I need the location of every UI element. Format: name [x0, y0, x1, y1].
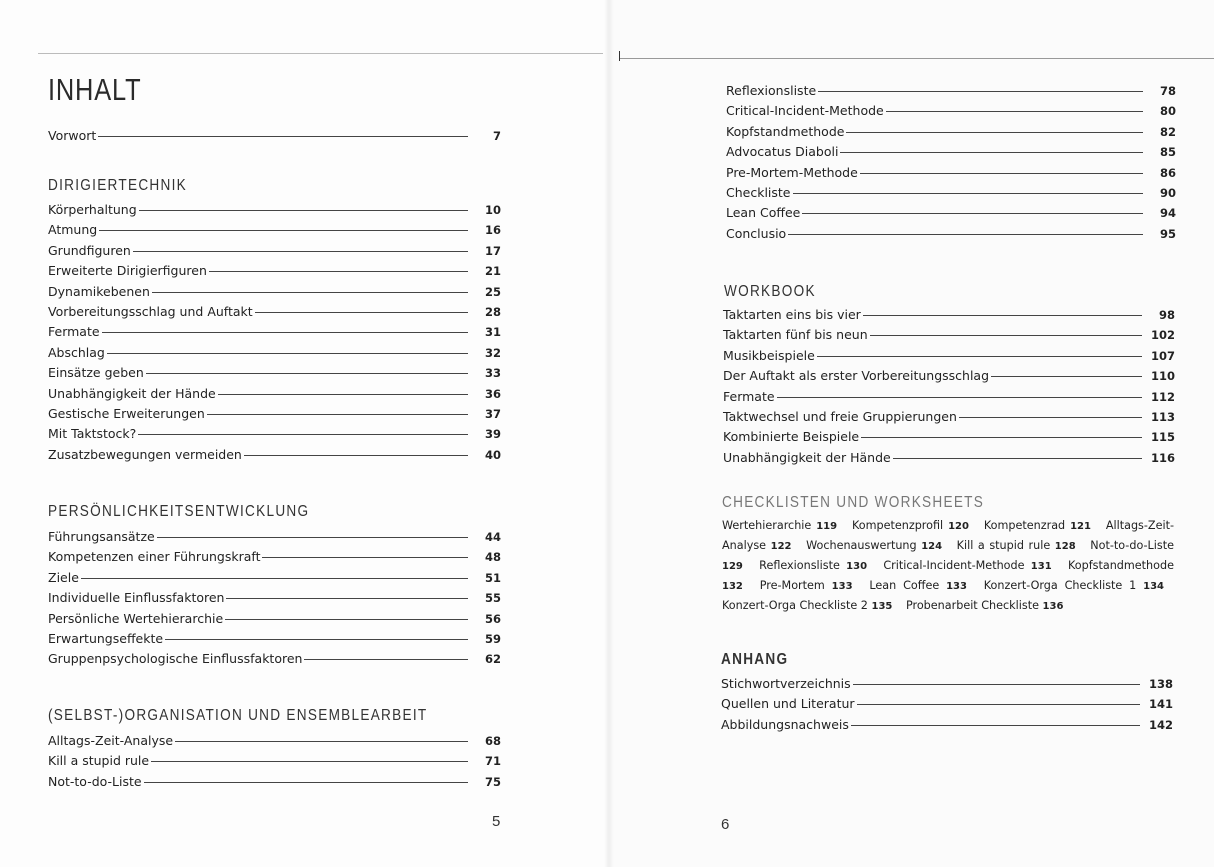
- toc-entry[interactable]: [48, 126, 501, 146]
- toc-entry[interactable]: [721, 715, 1173, 735]
- toc-entry[interactable]: [48, 772, 501, 792]
- leader-line: [853, 684, 1140, 685]
- toc-entry-label: Conclusio: [726, 225, 787, 241]
- toc-entry-label: Taktarten fünf bis neun: [723, 327, 868, 343]
- top-rule-right: [620, 58, 1214, 59]
- toc-entry-page: 28: [484, 304, 501, 319]
- toc-entry[interactable]: [723, 387, 1175, 407]
- toc-entry-label: Dynamikebenen: [48, 283, 150, 299]
- toc-entry-label: Mit Taktstock?: [48, 426, 137, 442]
- checklist-entry[interactable]: [759, 559, 867, 572]
- toc-entry-label: Checkliste: [726, 184, 791, 200]
- leader-line: [893, 458, 1142, 459]
- toc-entry-label: Kill a stupid rule: [48, 753, 150, 769]
- toc-entry-label: Musikbeispiele: [723, 347, 815, 363]
- checklist-entry[interactable]: [906, 599, 1063, 612]
- toc-entry[interactable]: [726, 81, 1176, 101]
- leader-line: [846, 132, 1143, 133]
- section-heading-organisation: (SELBST-)ORGANISATION UND ENSEMBLEARBEIT: [48, 707, 428, 724]
- toc-entry-page: 21: [484, 264, 501, 279]
- section-heading-checklisten: CHECKLISTEN UND WORKSHEETS: [722, 494, 985, 511]
- leader-line: [959, 417, 1142, 418]
- toc-entry-page: 82: [1159, 124, 1176, 139]
- toc-entry[interactable]: [48, 282, 501, 302]
- toc-workbook: [723, 305, 1175, 468]
- leader-line: [157, 537, 468, 538]
- toc-entry-page: 39: [484, 427, 501, 442]
- toc-entry[interactable]: [48, 568, 501, 588]
- toc-entry-page: 33: [484, 366, 501, 381]
- toc-entry-page: 62: [484, 652, 501, 667]
- checklist-entry-label: Kopfstandmethode: [1067, 559, 1174, 572]
- toc-entry[interactable]: [48, 751, 501, 771]
- toc-entry[interactable]: [723, 325, 1175, 345]
- toc-entry-page: 107: [1150, 348, 1175, 363]
- leader-line: [98, 136, 468, 137]
- leader-line: [102, 332, 468, 333]
- toc-entry[interactable]: [723, 448, 1175, 468]
- toc-entry-label: Abbildungsnachweis: [721, 716, 849, 732]
- toc-vorwort: [48, 126, 501, 146]
- section-heading-workbook: WORKBOOK: [724, 283, 816, 300]
- checklist-entry-page: 132: [722, 581, 743, 592]
- page-title: INHALT: [48, 72, 142, 107]
- leader-line: [146, 373, 468, 374]
- toc-entry-page: 142: [1148, 717, 1173, 732]
- leader-line: [226, 598, 468, 599]
- checklist-entry-label: Konzert-Orga Checkliste 1: [983, 579, 1137, 592]
- section-heading-anhang: ANHANG: [721, 651, 789, 668]
- checklist-entry-label: Kompetenzprofil: [851, 519, 944, 532]
- toc-entry-page: 44: [484, 530, 501, 544]
- toc-dirigiertechnik: [48, 200, 501, 465]
- checklist-entry-label: Alltags-Zeit-Analyse: [722, 519, 1175, 552]
- checklist-entry-label: Wochenauswertung: [806, 539, 917, 552]
- toc-entry-label: Kopfstandmethode: [726, 123, 845, 139]
- toc-entry-page: 17: [484, 243, 501, 258]
- toc-entry-page: 98: [1158, 308, 1175, 322]
- toc-entry-page: 116: [1150, 450, 1175, 465]
- toc-entry-page: 48: [484, 550, 501, 565]
- toc-entry[interactable]: [726, 224, 1176, 244]
- toc-entry[interactable]: [48, 649, 501, 669]
- checklist-entry-label: Wertehierarchie: [722, 519, 812, 532]
- leader-line: [818, 91, 1143, 92]
- toc-entry-page: 36: [484, 386, 501, 401]
- toc-entry-label: Einsätze geben: [48, 365, 144, 381]
- checklist-entry-page: 136: [1042, 601, 1064, 612]
- toc-entry-page: 32: [484, 345, 501, 360]
- toc-entry-label: Reflexionsliste: [726, 83, 817, 98]
- toc-entry[interactable]: [48, 200, 501, 220]
- toc-entry[interactable]: [48, 261, 501, 281]
- checklist-entry-page: 124: [921, 541, 943, 552]
- toc-entry[interactable]: [48, 547, 501, 567]
- toc-entry-label: Führungsansätze: [48, 529, 155, 544]
- checklist-entry-page: 119: [816, 521, 838, 532]
- toc-entry-label: Zusatzbewegungen vermeiden: [48, 446, 242, 462]
- toc-entry-page: 80: [1159, 104, 1176, 119]
- toc-entry[interactable]: [48, 220, 501, 240]
- toc-entry-label: Quellen und Literatur: [721, 696, 855, 712]
- toc-entry-label: Advocatus Diaboli: [726, 144, 839, 160]
- toc-entry-label: Pre-Mortem-Methode: [726, 164, 858, 180]
- leader-line: [99, 230, 468, 231]
- toc-entry-label: Stichwortverzeichnis: [721, 676, 851, 691]
- leader-line: [777, 397, 1142, 398]
- toc-entry-page: 71: [484, 754, 501, 769]
- leader-line: [151, 761, 468, 762]
- toc-entry[interactable]: [48, 322, 501, 342]
- toc-entry-label: Kompetenzen einer Führungskraft: [48, 549, 261, 565]
- toc-entry-label: Not-to-do-Liste: [48, 773, 142, 789]
- toc-entry-label: Körperhaltung: [48, 202, 137, 217]
- toc-entry-page: 40: [484, 447, 501, 462]
- toc-entry-page: 31: [484, 325, 501, 340]
- leader-line: [107, 353, 468, 354]
- checklist-entry-label: Probenarbeit Checkliste: [905, 599, 1039, 612]
- toc-entry-page: 59: [484, 631, 501, 646]
- toc-entry-page: 68: [484, 734, 501, 748]
- checklist-entry[interactable]: [722, 599, 892, 612]
- toc-entry[interactable]: [723, 366, 1175, 386]
- toc-entry-label: Lean Coffee: [726, 205, 801, 221]
- toc-entry-label: Gestische Erweiterungen: [48, 405, 205, 421]
- toc-entry-page: 51: [484, 570, 501, 585]
- toc-organisation-continued: [726, 81, 1176, 244]
- toc-entry[interactable]: [48, 588, 501, 608]
- checklist-entry[interactable]: [852, 519, 969, 532]
- toc-entry[interactable]: [723, 346, 1175, 366]
- top-rule-left: [38, 53, 603, 54]
- checklist-entry[interactable]: [760, 579, 853, 592]
- checklist-entry-page: 133: [946, 581, 967, 592]
- leader-line: [861, 437, 1142, 438]
- leader-line: [788, 234, 1143, 235]
- leader-line: [144, 782, 468, 783]
- toc-entry-label: Der Auftakt als erster Vorbereitungsschlag: [723, 368, 990, 384]
- leader-line: [863, 315, 1142, 316]
- leader-line: [165, 639, 468, 640]
- toc-entry[interactable]: [721, 694, 1173, 714]
- toc-entry-label: Alltags-Zeit-Analyse: [48, 733, 174, 748]
- checklist-entry-page: 120: [948, 521, 969, 532]
- toc-entry[interactable]: [48, 424, 501, 444]
- toc-entry-page: 102: [1150, 328, 1175, 343]
- toc-entry[interactable]: [48, 302, 501, 322]
- toc-entry-label: Critical-Incident-Methode: [726, 103, 884, 119]
- toc-entry[interactable]: [48, 363, 501, 383]
- toc-entry-label: Persönliche Wertehierarchie: [48, 610, 224, 626]
- leader-line: [152, 292, 468, 293]
- toc-entry[interactable]: [723, 407, 1175, 427]
- toc-entry-page: 16: [484, 223, 501, 238]
- checklist-entry-label: Lean Coffee: [869, 579, 940, 592]
- toc-entry-page: 25: [484, 284, 501, 299]
- toc-entry-label: Grundfiguren: [48, 242, 131, 258]
- leader-line: [218, 394, 468, 395]
- checklist-entry-label: Kill a stupid rule: [956, 539, 1051, 552]
- toc-entry-page: 138: [1148, 677, 1173, 691]
- toc-entry-page: 56: [484, 611, 501, 626]
- checklist-entry-label: Reflexionsliste: [759, 559, 840, 572]
- checklist-entry-label: Pre-Mortem: [759, 579, 825, 592]
- leader-line: [304, 659, 468, 660]
- toc-entry-label: Abschlag: [48, 344, 105, 360]
- toc-entry-label: Ziele: [48, 569, 79, 585]
- toc-entry[interactable]: [48, 731, 501, 751]
- toc-entry-label: Unabhängigkeit der Hände: [48, 385, 216, 401]
- toc-entry-label: Erwartungseffekte: [48, 630, 164, 646]
- toc-entry[interactable]: [721, 674, 1173, 694]
- toc-entry[interactable]: [723, 427, 1175, 447]
- checklist-entry[interactable]: [984, 519, 1091, 532]
- toc-entry-page: 112: [1150, 389, 1175, 404]
- page-number-right: 6: [721, 816, 730, 833]
- toc-entry-page: 78: [1159, 84, 1176, 98]
- checklisten-inline-list: [722, 516, 1174, 616]
- toc-entry-label: Vorwort: [48, 128, 97, 143]
- toc-entry-label: Fermate: [48, 324, 100, 340]
- toc-entry[interactable]: [48, 343, 501, 363]
- leader-line: [860, 173, 1143, 174]
- checklist-entry-page: 134: [1143, 581, 1164, 592]
- toc-entry-page: 115: [1150, 430, 1175, 445]
- leader-line: [802, 213, 1143, 214]
- toc-entry-label: Taktwechsel und freie Gruppierungen: [723, 408, 957, 424]
- checklist-entry[interactable]: [984, 579, 1164, 592]
- leader-line: [81, 578, 468, 579]
- toc-entry-page: 7: [492, 129, 501, 143]
- checklist-entry[interactable]: [806, 539, 942, 552]
- toc-entry-label: Individuelle Einflussfaktoren: [48, 590, 225, 606]
- toc-entry-label: Atmung: [48, 222, 98, 238]
- leader-line: [255, 312, 468, 313]
- checklist-entry-page: 130: [846, 561, 868, 572]
- toc-entry[interactable]: [48, 527, 501, 547]
- leader-line: [870, 335, 1142, 336]
- toc-entry[interactable]: [726, 122, 1176, 142]
- leader-line: [840, 152, 1143, 153]
- toc-entry-page: 95: [1159, 226, 1176, 241]
- checklist-entry[interactable]: [957, 539, 1076, 552]
- toc-entry-page: 113: [1150, 409, 1175, 424]
- checklist-entry[interactable]: [722, 519, 837, 532]
- leader-line: [886, 111, 1143, 112]
- toc-entry-page: 75: [484, 774, 501, 789]
- toc-entry[interactable]: [723, 305, 1175, 325]
- toc-anhang: [721, 674, 1173, 735]
- checklist-entry[interactable]: [869, 579, 967, 592]
- checklist-entry-label: Kompetenzrad: [983, 519, 1066, 532]
- leader-line: [991, 376, 1142, 377]
- checklist-entry-page: 131: [1030, 561, 1052, 572]
- toc-entry-label: Fermate: [723, 388, 775, 404]
- checklist-entry-label: Critical-Incident-Methode: [883, 559, 1025, 572]
- toc-entry-page: 37: [484, 406, 501, 421]
- leader-line: [851, 725, 1140, 726]
- toc-entry[interactable]: [726, 183, 1176, 203]
- checklist-entry-label: Konzert-Orga Checkliste 2: [722, 599, 868, 612]
- checklist-entry-page: 133: [831, 581, 853, 592]
- book-gutter: [604, 0, 614, 867]
- toc-entry-label: Kombinierte Beispiele: [723, 429, 860, 445]
- leader-line: [817, 356, 1142, 357]
- leader-line: [207, 414, 468, 415]
- leader-line: [857, 704, 1140, 705]
- checklist-entry-page: 135: [871, 601, 893, 612]
- toc-entry-page: 85: [1159, 145, 1176, 160]
- toc-entry-label: Erweiterte Dirigierfiguren: [48, 263, 207, 279]
- checklist-entry-label: Not-to-do-Liste: [1090, 539, 1174, 552]
- leader-line: [139, 210, 468, 211]
- toc-entry-page: 110: [1150, 369, 1175, 384]
- toc-entry[interactable]: [48, 384, 501, 404]
- checklist-entry-page: 128: [1054, 541, 1076, 552]
- toc-persoenlichkeit: [48, 527, 501, 670]
- section-heading-dirigiertechnik: DIRIGIERTECHNIK: [48, 177, 188, 194]
- toc-entry[interactable]: [48, 241, 501, 261]
- toc-entry[interactable]: [726, 101, 1176, 121]
- leader-line: [209, 271, 468, 272]
- leader-line: [793, 193, 1143, 194]
- toc-entry-label: Gruppenpsychologische Einflussfaktoren: [48, 651, 303, 667]
- page-number-left: 5: [492, 813, 501, 830]
- toc-entry-page: 10: [484, 203, 501, 217]
- checklist-entry-page: 129: [722, 561, 743, 572]
- leader-line: [262, 557, 468, 558]
- leader-line: [244, 455, 468, 456]
- toc-entry[interactable]: [48, 445, 501, 465]
- checklist-entry-page: 121: [1070, 521, 1091, 532]
- leader-line: [138, 434, 468, 435]
- leader-line: [225, 619, 468, 620]
- toc-entry-label: Unabhängigkeit der Hände: [723, 449, 891, 465]
- leader-line: [133, 251, 468, 252]
- toc-entry-page: 141: [1148, 697, 1173, 712]
- toc-entry-page: 55: [484, 591, 501, 606]
- toc-entry[interactable]: [726, 142, 1176, 162]
- checklist-entry[interactable]: [883, 559, 1051, 572]
- toc-entry-page: 86: [1159, 165, 1176, 180]
- toc-entry[interactable]: [726, 163, 1176, 183]
- toc-entry[interactable]: [48, 404, 501, 424]
- checklist-entry-page: 122: [770, 541, 792, 552]
- toc-entry[interactable]: [48, 629, 501, 649]
- leader-line: [175, 741, 468, 742]
- toc-organisation: [48, 731, 501, 792]
- toc-entry-label: Taktarten eins bis vier: [723, 307, 861, 322]
- section-heading-persoenlichkeit: PERSÖNLICHKEITSENTWICKLUNG: [48, 503, 310, 520]
- toc-entry[interactable]: [48, 609, 501, 629]
- toc-entry-page: 90: [1159, 185, 1176, 200]
- top-tick-mark: [619, 51, 620, 61]
- toc-entry-page: 94: [1159, 206, 1176, 221]
- toc-entry[interactable]: [726, 203, 1176, 223]
- toc-entry-label: Vorbereitungsschlag und Auftakt: [48, 303, 253, 319]
